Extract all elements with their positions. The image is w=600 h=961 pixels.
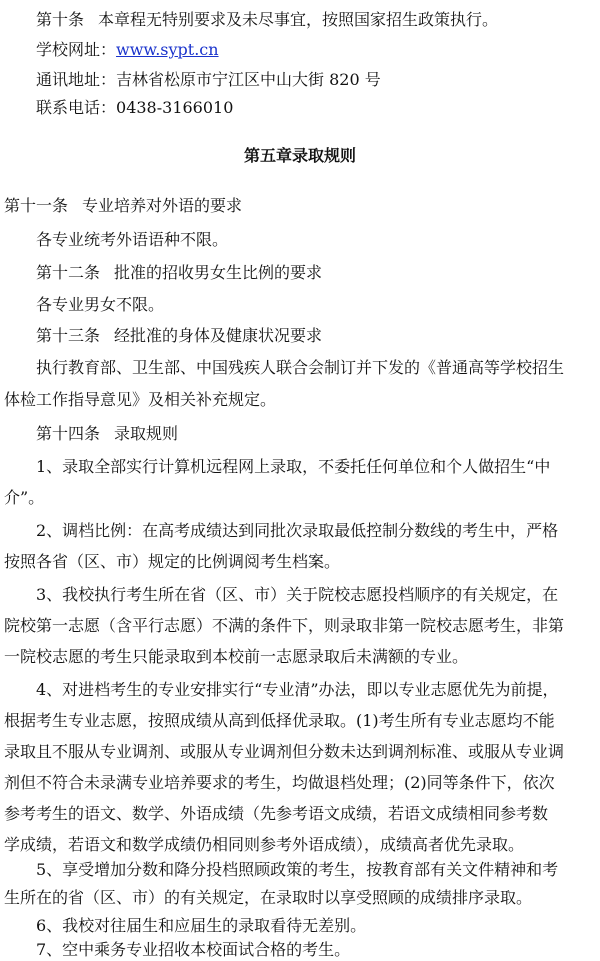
article-13-heading [36, 326, 322, 346]
website-row [36, 40, 219, 60]
article-13-label: 第十三条 [36, 326, 101, 345]
address-text: 吉林省松原市宁江区中山大街 820 号 [116, 70, 381, 89]
website-label: 学校网址： [36, 40, 117, 59]
phone-row [36, 98, 233, 118]
article-11-title: 专业培养对外语的要求 [82, 196, 243, 215]
article-12-label: 第十二条 [36, 263, 101, 282]
rule-6-visible: 6、我校对往届生和应届生的录取看待无差别。 [36, 916, 367, 935]
rule-5-line: 5、享受增加分数和降分投档照顾政策的考生，按教育部有关文件精神和考 [36, 860, 559, 879]
chapter-title: 第五章录取规则 [243, 146, 356, 165]
article-10-text: 本章程无特别要求及未尽事宜，按照国家招生政策执行。 [98, 10, 499, 29]
article-10-label: 第十条 [36, 10, 85, 29]
rule-1-line: 介”。 [4, 488, 45, 507]
address-row [36, 70, 381, 90]
article-14-heading [36, 424, 178, 444]
article-11-body: 各专业统考外语语种不限。 [36, 230, 229, 249]
rule-7: 7、空中乘务专业招收本校面试合格的考生。 [36, 940, 351, 959]
rule-4-line: 4、对进档考生的专业安排实行“专业清”办法，即以专业志愿优先为前提， [36, 680, 559, 699]
rule-5-line: 生所在的省（区、市）的有关规定，在录取时以享受照顾的成绩排序录取。 [4, 888, 533, 907]
rule-4-line: 参考考生的语文、数学、外语成绩（先参考语文成绩，若语文成绩相同参考数 [4, 804, 549, 823]
website-link[interactable]: www.sypt.cn [116, 40, 219, 59]
rule-4-line: 根据考生专业志愿，按照成绩从高到低择优录取。(1)考生所有专业志愿均不能 [4, 711, 555, 730]
article-11-label: 第十一条 [4, 196, 69, 215]
rule-1-line: 1、录取全部实行计算机远程网上录取，不委托任何单位和个人做招生“中 [36, 457, 551, 476]
article-14-label: 第十四条 [36, 424, 101, 443]
rule-4-line: 录取且不服从专业调剂、或服从专业调剂但分数未达到调剂标准、或服从专业调 [4, 742, 565, 761]
article-13-body-line: 体检工作指导意见》及相关补充规定。 [4, 390, 277, 409]
rule-3-line: 一院校志愿的考生只能录取到本校前一志愿录取后未满额的专业。 [4, 647, 469, 666]
address-label: 通讯地址： [36, 70, 117, 89]
article-13-title: 经批准的身体及健康状况要求 [114, 326, 323, 345]
rule-4-line: 剂但不符合未录满专业培养要求的考生，均做退档处理；(2)同等条件下，依次 [4, 773, 555, 792]
phone-label: 联系电话： [36, 98, 117, 117]
article-13-body-line: 执行教育部、卫生部、中国残疾人联合会制订并下发的《普通高等学校招生 [36, 358, 565, 377]
article-12-title: 批准的招收男女生比例的要求 [114, 263, 323, 282]
article-14-title: 录取规则 [114, 424, 179, 443]
article-12-heading [36, 263, 322, 283]
rule-4-line: 学成绩，若语文和数学成绩仍相同则参考外语成绩），成绩高者优先录取。 [4, 835, 525, 854]
phone-text: 0438-3166010 [116, 98, 234, 117]
rule-3-line: 3、我校执行考生所在省（区、市）关于院校志愿投档顺序的有关规定，在 [36, 585, 559, 604]
article-12-body: 各专业男女不限。 [36, 295, 165, 314]
rule-2-line: 按照各省（区、市）规定的比例调阅考生档案。 [4, 552, 341, 571]
article-10 [36, 10, 498, 30]
article-11-heading [4, 196, 242, 216]
rule-2-line: 2、调档比例：在高考成绩达到同批次录取最低控制分数线的考生中，严格 [36, 521, 559, 540]
rule-3-line: 院校第一志愿（含平行志愿）不满的条件下，则录取非第一院校志愿考生，非第 [4, 616, 565, 635]
